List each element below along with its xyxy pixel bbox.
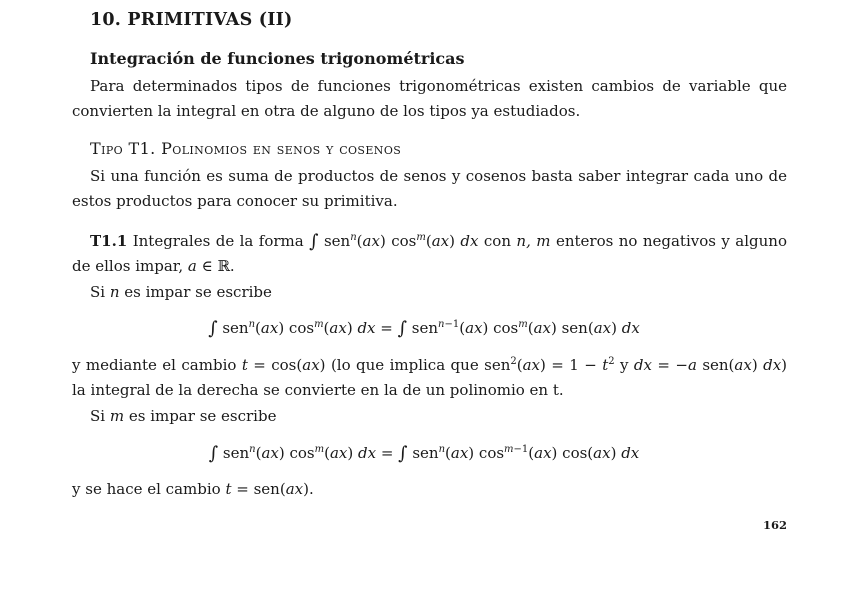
change-cos-paragraph: y mediante el cambio t = cos(ax) (lo que implica que $sen^2(ax) = 1 - t^2$ y dx = −a sen(ax) dx) la integral de la derecha se convierte en la de un polinomio en t. bbox=[72, 356, 788, 399]
section-title: Integración de funciones trigonométricas bbox=[90, 49, 465, 68]
type-heading: Tipo T1. Polinomios en senos y cosenos bbox=[90, 139, 402, 158]
page-number: 162 bbox=[763, 518, 788, 532]
t11-paragraph: T1.1 Integrales de la forma ∫ sen$^n$(ax) $\cos^m(ax)$ dx con n, m enteros no negativos y alguno de ellos impar, a ∈ ℝ. bbox=[72, 231, 787, 275]
case-n-odd: Si n es impar se escribe bbox=[90, 283, 272, 301]
type-paragraph: Si una función es suma de productos de senos y cosenos basta saber integrar cada uno de estos productos para conocer su primitiva. bbox=[72, 167, 787, 210]
change-sen-line: y se hace el cambio t = sen(ax). bbox=[72, 480, 314, 498]
case-m-odd: Si m es impar se escribe bbox=[90, 407, 277, 425]
t11-label: T1.1 bbox=[90, 232, 128, 250]
equation-n-odd: ∫ sen$^n$(ax) $\cos^m(ax)$ dx = ∫ sen$^{n-1}$(ax) $\cos^m(ax)$ sen(ax) dx bbox=[208, 318, 640, 339]
equation-m-odd: ∫ sen$^n$(ax) $\cos^m(ax)$ dx = ∫ sen$^n$(ax) $\cos^{m-1}(ax)$ cos(ax) dx bbox=[208, 443, 640, 464]
intro-paragraph: Para determinados tipos de funciones trigonométricas existen cambios de variable que convierten la integral en otra de alguno de los tipos ya estudiados. bbox=[72, 77, 787, 120]
chapter-title: 10. PRIMITIVAS (II) bbox=[90, 10, 293, 30]
integral-form: ∫ sen$^n$(ax) $\cos^m(ax)$ dx bbox=[309, 231, 479, 252]
